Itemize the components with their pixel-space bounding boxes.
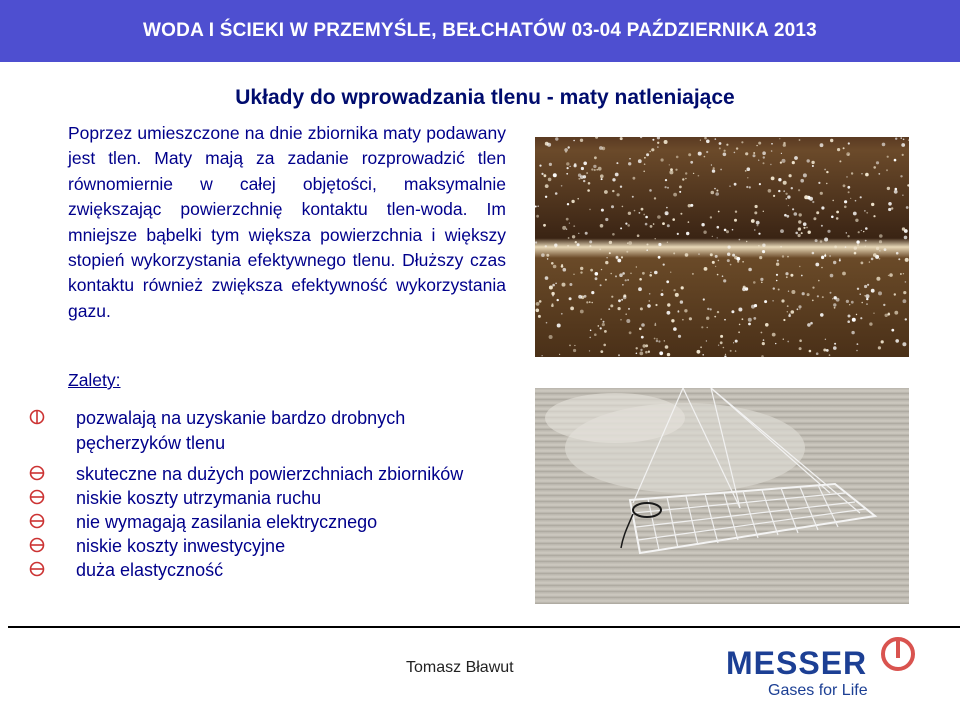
- advantage-item: [0, 558, 560, 582]
- advantage-text: duża elastyczność: [76, 560, 224, 580]
- footer-divider: [8, 626, 960, 628]
- bullet-icon: [29, 561, 45, 577]
- advantage-text: pozwalają na uzyskanie bardzo drobnych: [76, 408, 406, 428]
- bullet-icon: [29, 465, 45, 481]
- advantage-item: [0, 406, 560, 430]
- advantage-text: niskie koszty utrzymania ruchu: [76, 488, 322, 508]
- bullet-icon: [29, 513, 45, 529]
- logo-wordmark: MESSER: [726, 645, 868, 681]
- advantage-item: [0, 534, 560, 558]
- messer-logo-icon: [880, 636, 916, 672]
- intro-paragraph: Poprzez umieszczone na dnie zbiornika maty podawany jest tlen. Maty mają za zadanie rozprowadzić tlen równomiernie w całej objętości, maksymalnie zwiększając powierzchnię kontaktu tlen-woda. Im mniejsze bąbelki tym większa powierzchnia i większy stopień wykorzystania efektywnego tlenu. Dłuższy czas kontaktu również zwiększa efektywność wykorzystania gazu.: [68, 123, 506, 321]
- header-bar: [0, 0, 960, 62]
- bullet-icon: [29, 409, 45, 425]
- advantage-item: [0, 462, 560, 486]
- advantage-item: [0, 486, 560, 510]
- slide-title: Układy do wprowadzania tlenu - maty natleniające: [235, 86, 735, 109]
- aeration-mat-image: [535, 388, 909, 604]
- advantage-text: pęcherzyków tlenu: [76, 433, 226, 453]
- bullet-icon: [29, 489, 45, 505]
- author-name: Tomasz Bławut: [406, 659, 514, 676]
- advantage-text: skuteczne na dużych powierzchniach zbiorników: [76, 464, 464, 484]
- logo-tagline: Gases for Life: [768, 682, 868, 699]
- bubbles-photo: [535, 137, 909, 357]
- advantage-text: niskie koszty inwestycyjne: [76, 536, 286, 556]
- advantage-text: nie wymagają zasilania elektrycznego: [76, 512, 378, 532]
- advantages-label: Zalety:: [68, 370, 121, 390]
- bubbles-image: [535, 137, 909, 357]
- advantage-item: [0, 510, 560, 534]
- bullet-icon: [29, 537, 45, 553]
- aeration-mat-photo: [535, 388, 909, 604]
- advantage-item-continued: [0, 431, 560, 455]
- header-title: WODA I ŚCIEKI W PRZEMYŚLE, BEŁCHATÓW 03-04 PAŹDZIERNIKA 2013: [143, 20, 817, 41]
